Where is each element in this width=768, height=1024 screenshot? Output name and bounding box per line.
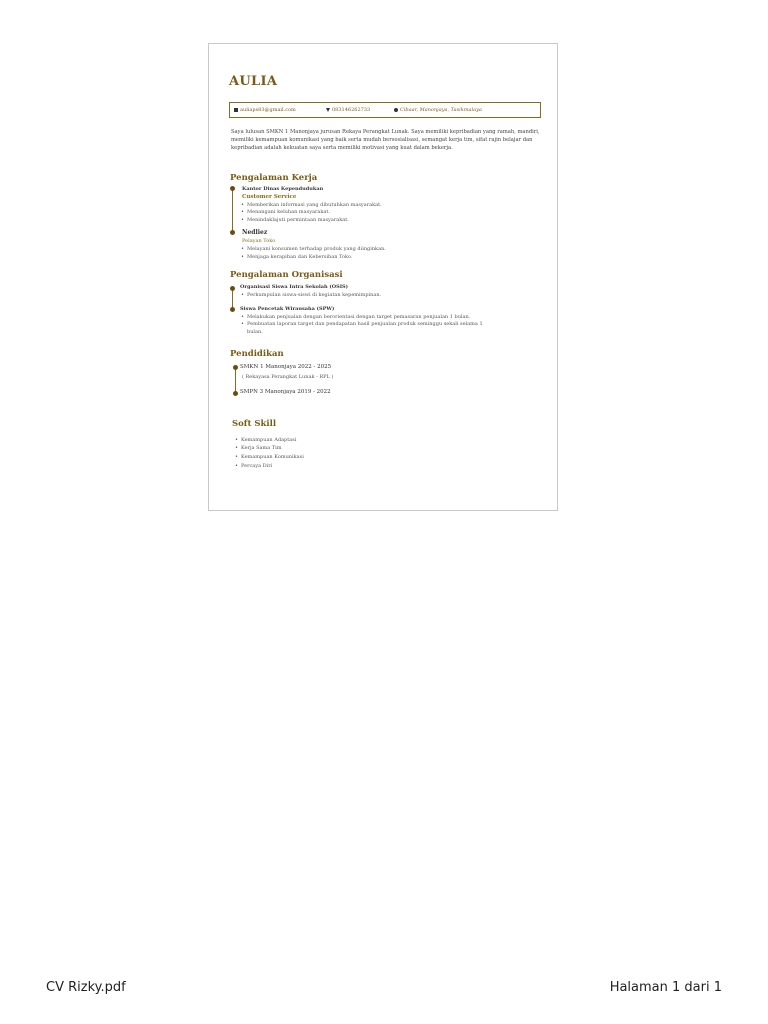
skill-item: • Percaya Diri xyxy=(241,463,272,469)
work-role: Pelayan Toko xyxy=(242,238,276,244)
email-text: auliaps83@gmail.com xyxy=(240,107,296,113)
phone-text: 083146262733 xyxy=(332,107,371,113)
document-filename: CV Rizky.pdf xyxy=(46,980,126,995)
org-name: Organisasi Siswa Intra Sekolah (OSIS) xyxy=(240,284,349,290)
phone-icon xyxy=(326,108,330,112)
edu-school: SMKN 1 Manonjaya 2022 - 2025 xyxy=(240,364,332,370)
work-bullet: • Menindaklajuti permintaan masyarakat. xyxy=(247,217,349,223)
org-name: Siswa Pencetak Wirausaha (SPW) xyxy=(240,306,335,312)
work-bullet: • Melayani konsumen terhadap produk yang diinginkan. xyxy=(247,246,386,252)
edu-school: SMPN 3 Manonjaya 2019 - 2022 xyxy=(240,389,331,395)
work-role: Customer Service xyxy=(242,194,297,200)
edu-major: ( Rekayasa Perangkat Lunak - RPL ) xyxy=(242,374,334,380)
location-icon xyxy=(394,108,398,112)
cv-page xyxy=(208,43,558,511)
timeline-dot xyxy=(230,230,235,235)
timeline-dot xyxy=(233,391,238,396)
work-bullet: • Menjaga kerapihan dan Kebersihan Toko. xyxy=(247,254,353,260)
summary-text: Saya lulusan SMKN 1 Manonjaya jurusan Rekaya Perangkat Lunak. Saya memiliki kepribadian yang ramah, mandiri, memiliki kemampuan komunikasi yang baik serta mudah bersosialisasi, semangat kerja tim, sifat rajin belajar dan kepribadian adalah kekuatan saya serta memiliki motivasi yang kuat dalam bekerja. xyxy=(231,129,540,151)
timeline-line xyxy=(232,290,233,308)
page-indicator: Halaman 1 dari 1 xyxy=(609,980,722,995)
contact-location xyxy=(394,107,482,113)
location-text: Cibaar, Manonjaya, Tasikmalaya xyxy=(400,107,482,113)
timeline-dot xyxy=(230,186,235,191)
section-title-work: Pengalaman Kerja xyxy=(230,173,318,183)
section-title-org: Pengalaman Organisasi xyxy=(230,270,343,280)
org-bullet: • Perkumpulan siswa-siswi di kegiatan kepemimpinan. xyxy=(247,292,381,298)
org-bullet-continued: bulan. xyxy=(247,329,263,335)
contact-phone xyxy=(326,107,370,113)
cv-name: AULIA xyxy=(229,74,278,89)
mail-icon xyxy=(234,108,238,112)
work-bullet: • Menangani keluhan masyarakat. xyxy=(247,209,330,215)
work-org: Nedliez xyxy=(242,229,268,236)
work-bullet: • Memberikan informasi yang dibutuhkan masyarakat. xyxy=(247,202,382,208)
timeline-dot xyxy=(233,365,238,370)
contact-bar xyxy=(229,102,541,118)
skill-item: • Kemampuan Adaptasi xyxy=(241,437,296,443)
work-org: Kantor Dinas Kependudukan xyxy=(242,186,324,192)
timeline-dot xyxy=(230,286,235,291)
skill-item: • Kemampuan Komunikasi xyxy=(241,454,304,460)
section-title-soft-skill: Soft Skill xyxy=(232,419,277,429)
timeline-dot xyxy=(230,307,235,312)
org-bullet: • Pembuatan laporan target dan pendapatan hasil penjualan produk seminggu sekali selama 1 xyxy=(247,321,483,327)
section-title-education: Pendidikan xyxy=(230,349,284,359)
timeline-line xyxy=(232,190,233,234)
org-bullet: • Melakukan penjualan dengan berorientasi dengan target pemasaran penjualan 1 bulan. xyxy=(247,314,470,320)
skill-item: • Kerja Sama Tim xyxy=(241,445,281,451)
contact-email xyxy=(234,107,296,113)
